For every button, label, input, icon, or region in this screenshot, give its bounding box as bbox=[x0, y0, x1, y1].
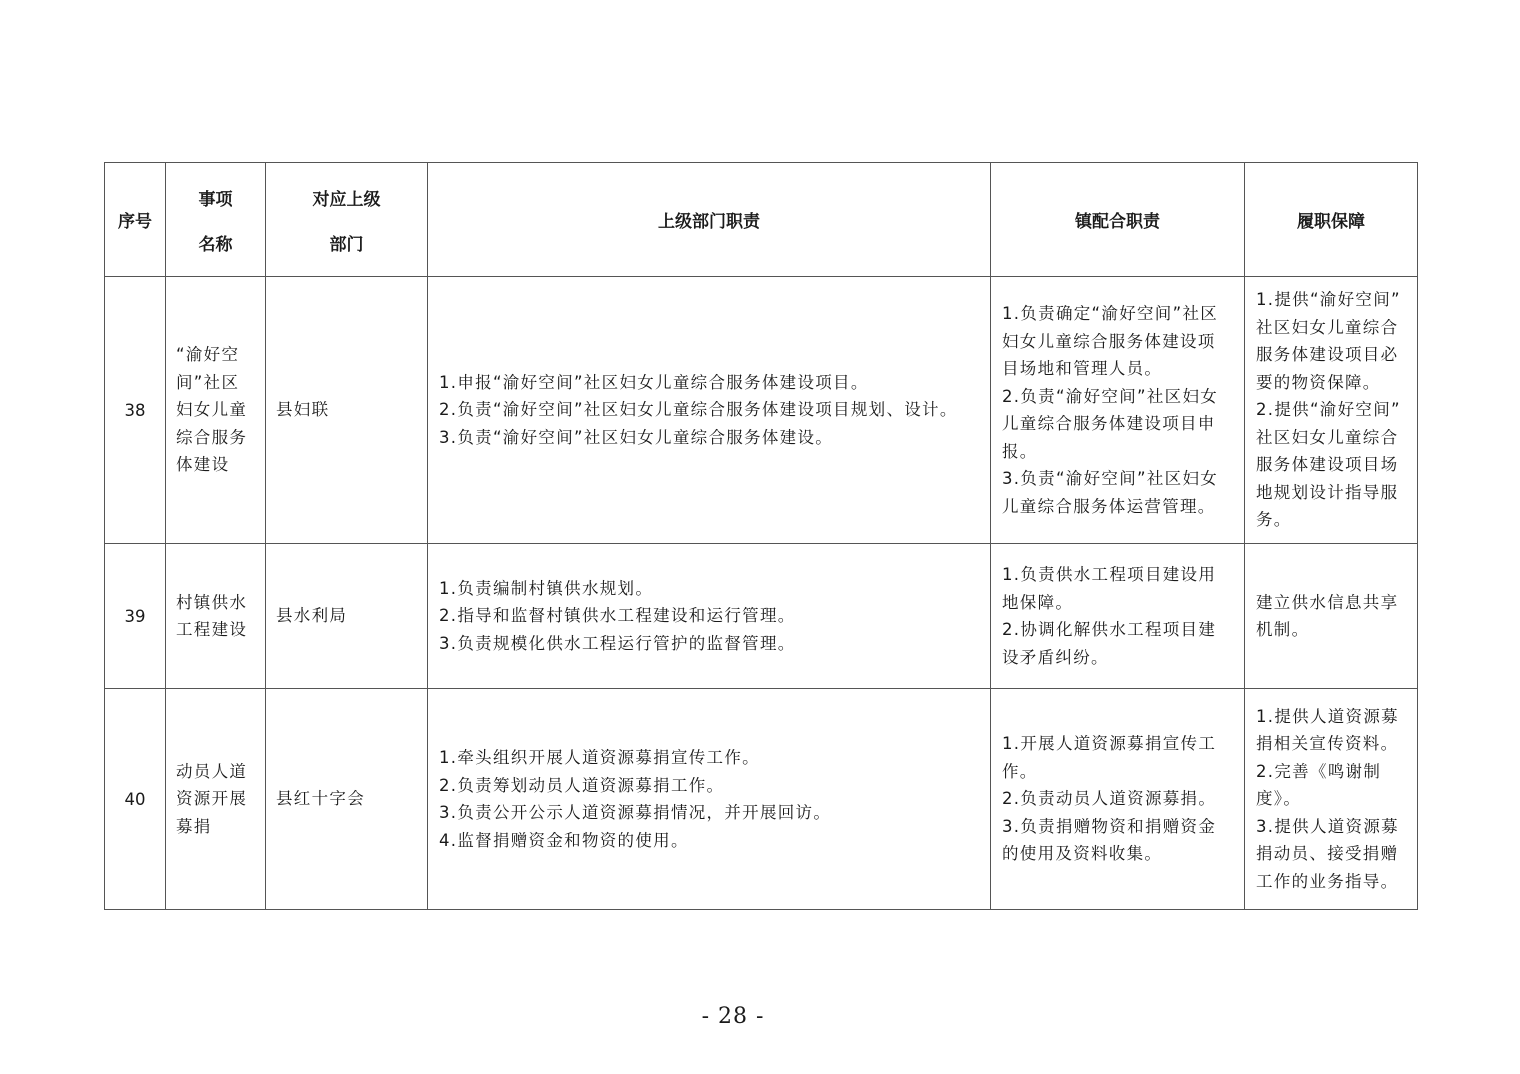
row-town-duty: 1.负责确定“渝好空间”社区 妇女儿童综合服务体建设项 目场地和管理人员。 2.负责“渝好空间”社区妇女 儿童综合服务体建设项目申 报。 3.负责“渝好空间”社区妇女 儿童综合服务体运营管理。 bbox=[991, 277, 1245, 544]
row-seq: 39 bbox=[105, 544, 166, 689]
header-upper-dept bbox=[266, 163, 428, 277]
row-upper-duty: 1.申报“渝好空间”社区妇女儿童综合服务体建设项目。 2.负责“渝好空间”社区妇女儿童综合服务体建设项目规划、设计。 3.负责“渝好空间”社区妇女儿童综合服务体建设。 bbox=[428, 277, 991, 544]
header-item-name-line1: 事项 bbox=[198, 189, 233, 210]
row-guarantee: 1.提供“渝好空间” 社区妇女儿童综合 服务体建设项目必 要的物资保障。 2.提供“渝好空间” 社区妇女儿童综合 服务体建设项目场 地规划设计指导服 务。 bbox=[1245, 277, 1418, 544]
table-row bbox=[105, 689, 1418, 910]
row-upper-dept: 县水利局 bbox=[266, 544, 428, 689]
row-item-name: 动员人道 资源开展 募捐 bbox=[166, 689, 266, 910]
row-item-name: “渝好空 间”社区 妇女儿童 综合服务 体建设 bbox=[166, 277, 266, 544]
row-upper-duty: 1.牵头组织开展人道资源募捐宣传工作。 2.负责筹划动员人道资源募捐工作。 3.负责公开公示人道资源募捐情况，并开展回访。 4.监督捐赠资金和物资的使用。 bbox=[428, 689, 991, 910]
table-row bbox=[105, 277, 1418, 544]
header-item-name-line2: 名称 bbox=[198, 234, 233, 255]
header-seq: 序号 bbox=[105, 163, 166, 277]
header-item-name bbox=[166, 163, 266, 277]
header-town-duty: 镇配合职责 bbox=[991, 163, 1245, 277]
header-upper-duty: 上级部门职责 bbox=[428, 163, 991, 277]
row-guarantee: 1.提供人道资源募 捐相关宣传资料。 2.完善《鸣谢制 度》。 3.提供人道资源募 捐动员、接受捐赠 工作的业务指导。 bbox=[1245, 689, 1418, 910]
row-item-name: 村镇供水 工程建设 bbox=[166, 544, 266, 689]
table-row bbox=[105, 544, 1418, 689]
header-upper-dept-line1: 对应上级 bbox=[312, 189, 381, 210]
header-guarantee: 履职保障 bbox=[1245, 163, 1418, 277]
header-upper-dept-line2: 部门 bbox=[329, 234, 364, 255]
row-guarantee: 建立供水信息共享 机制。 bbox=[1245, 544, 1418, 689]
page-number: - 28 - bbox=[701, 1004, 765, 1029]
duty-table bbox=[104, 162, 1418, 910]
header-row bbox=[105, 163, 1418, 277]
row-seq: 38 bbox=[105, 277, 166, 544]
row-town-duty: 1.负责供水工程项目建设用 地保障。 2.协调化解供水工程项目建 设矛盾纠纷。 bbox=[991, 544, 1245, 689]
row-upper-dept: 县妇联 bbox=[266, 277, 428, 544]
row-town-duty: 1.开展人道资源募捐宣传工 作。 2.负责动员人道资源募捐。 3.负责捐赠物资和捐赠资金 的使用及资料收集。 bbox=[991, 689, 1245, 910]
row-upper-duty: 1.负责编制村镇供水规划。 2.指导和监督村镇供水工程建设和运行管理。 3.负责规模化供水工程运行管护的监督管理。 bbox=[428, 544, 991, 689]
row-upper-dept: 县红十字会 bbox=[266, 689, 428, 910]
row-seq: 40 bbox=[105, 689, 166, 910]
